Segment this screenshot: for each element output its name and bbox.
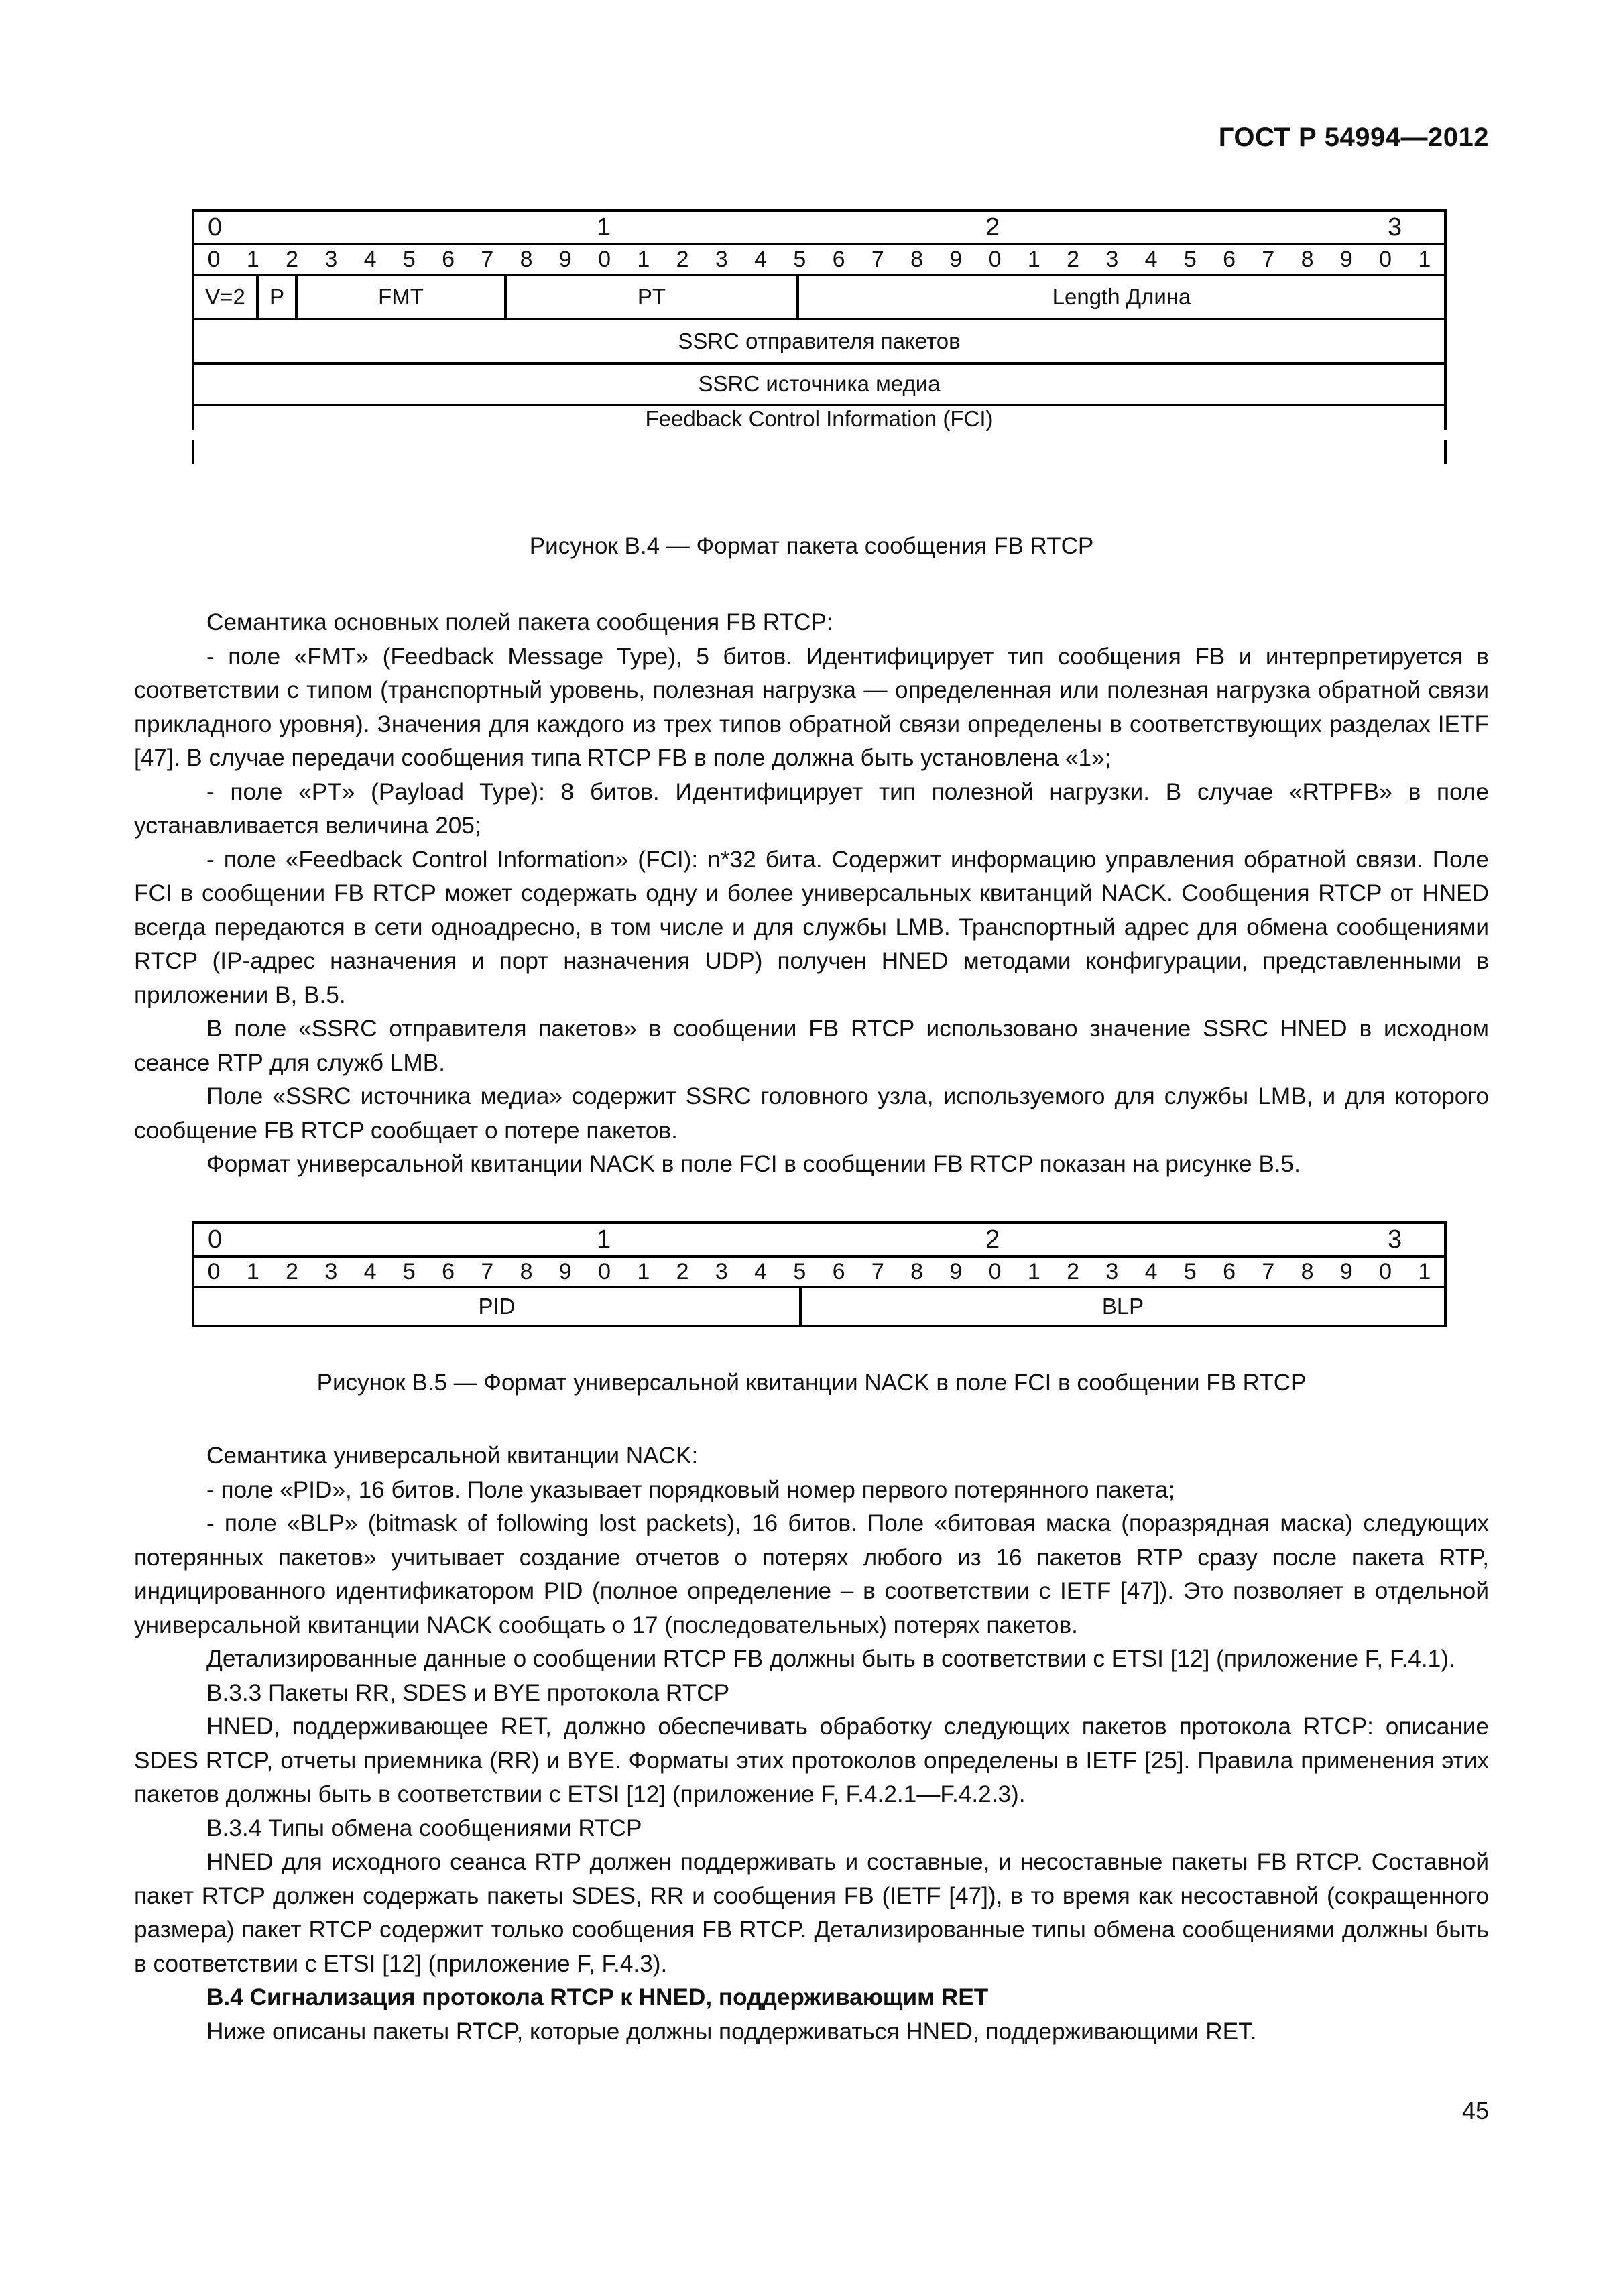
bit-index: 7 [1262,247,1275,272]
bit-index: 6 [1223,1259,1236,1284]
paragraph: Поле «SSRC источника медиа» содержит SSRC головного узла, используемого для службы LMB, и для которого сообщение FB RTCP сообщает о потере пакетов. [134,1083,1489,1144]
bit-index: 2 [676,247,689,272]
fci-row [192,406,1447,471]
bit-index: 5 [793,1259,806,1284]
figure-b4-caption: Рисунок В.4 — Формат пакета сообщения FB RTCP [529,533,1094,559]
paragraph: HNED для исходного сеанса RTP должен поддерживать и составные, и несоставные пакеты FB RTCP. Составной пакет RTCP должен содержать пакеты SDES, RR и сообщения FB (IETF [47]), в то время как несоставной (сокращенного размера) пакет RTCP содержит только сообщения FB RTCP. Детализированные типы обмена сообщениями должны быть в соответствии с ETSI [12] (приложение F, F.4.3). [134,1849,1489,1977]
field-version: V=2 [205,284,245,309]
field-padding: P [256,276,295,318]
bit-index: 1 [246,1259,259,1284]
ssrc-sender-row [192,318,1447,362]
bit-index: 2 [676,1259,689,1284]
bit-index: 2 [1067,1259,1080,1284]
octet-row [192,1221,1447,1255]
octet-label: 1 [597,213,611,241]
bit-index: 3 [324,247,338,272]
bit-index: 9 [1339,247,1353,272]
octet-row [192,209,1447,243]
bit-index: 1 [1418,1259,1431,1284]
bit-index-row [192,1255,1447,1286]
bit-index: 3 [715,247,728,272]
paragraph: В поле «SSRC отправителя пакетов» в сообщении FB RTCP использовано значение SSRC HNED в исходном сеансе RTP для служб LMB. [134,1016,1489,1076]
section-text-1 [134,606,1489,1182]
bit-index: 8 [1301,247,1314,272]
bit-index: 4 [363,247,377,272]
bit-index: 9 [949,1259,963,1284]
bit-index: 1 [1027,247,1040,272]
field-fmt: FMT [295,276,504,318]
paragraph: - поле «PID», 16 битов. Поле указывает порядковый номер первого потерянного пакета; [206,1476,1175,1503]
bit-index: 9 [1339,1259,1353,1284]
paragraph: - поле «Feedback Control Information» (FCI): n*32 бита. Содержит информацию управления обратной связи. Поле FCI в сообщении FB RTCP может содержать одну и более универсальных квитанций NACK. Сообщения RTCP от HNED всегда передаются в сети одноадресно, в том числе и для службы LMB. Транспортный адрес для обмена сообщениями RTCP (IP-адрес назначения и порт назначения UDP) получен HNED методами конфигурации, представленными в приложении В, В.5. [134,846,1489,1008]
bit-index: 0 [207,247,221,272]
bit-index: 0 [598,247,611,272]
bit-index: 0 [1379,1259,1392,1284]
bit-index: 3 [324,1259,338,1284]
bit-index: 7 [871,1259,884,1284]
field-pid: PID [478,1294,516,1319]
bit-index: 5 [1183,247,1197,272]
figure-b4-packet-diagram [192,209,1447,471]
page-number: 45 [1461,2097,1489,2124]
bit-index: 6 [1223,247,1236,272]
bit-index: 8 [910,247,924,272]
paragraph: Детализированные данные о сообщении RTCP FB должны быть в соответствии с ETSI [12] (приложение F, F.4.1). [206,1646,1455,1672]
bit-index: 4 [754,1259,768,1284]
bit-index: 8 [1301,1259,1314,1284]
header-fields-row [192,274,1447,318]
bit-index: 0 [1379,247,1392,272]
bit-index: 2 [286,247,299,272]
paragraph: - поле «BLP» (bitmask of following lost packets), 16 битов. Поле «битовая маска (поразрядная маска) следующих потерянных пакетов» учитывает создание отчетов о потерях любого из 16 пакетов RTP сразу после пакета RTP, индицированного идентификатором PID (полное определение – в соответствии с IETF [47]). Это позволяет в отдельной универсальной квитанции NACK сообщать о 17 (последовательных) потерях пакетов. [134,1510,1489,1638]
bit-index: 1 [1027,1259,1040,1284]
paragraph: - поле «PT» (Payload Type): 8 битов. Идентифицирует тип полезной нагрузки. В случае «RTPFB» в поле устанавливается величина 205; [134,778,1489,839]
bit-index: 8 [520,247,533,272]
paragraph: Ниже описаны пакеты RTCP, которые должны поддерживаться HNED, поддерживающими RET. [206,2018,1257,2045]
section-heading: В.4 Сигнализация протокола RTCP к HNED, поддерживающим RET [206,1984,989,2010]
bit-index: 8 [910,1259,924,1284]
paragraph: HNED, поддерживающее RET, должно обеспечивать обработку следующих пакетов протокола RTCP: описание SDES RTCP, отчеты приемника (RR) и BYE. Форматы этих протоколов определены в IETF [25]. Правила применения этих пакетов должны быть в соответствии с ETSI [12] (приложение F, F.4.2.1—F.4.2.3). [134,1713,1489,1807]
octet-label: 1 [597,1225,611,1254]
bit-index: 5 [402,1259,416,1284]
bit-index: 4 [754,247,768,272]
figure-b5-packet-diagram [192,1221,1447,1327]
bit-index: 0 [598,1259,611,1284]
bit-index: 5 [402,247,416,272]
bit-index: 3 [1105,1259,1119,1284]
field-length: Length Длина [796,276,1444,318]
section-text-2 [134,1439,1489,2049]
octet-label: 3 [1388,1225,1402,1254]
bit-index: 1 [637,1259,650,1284]
bit-index: 6 [832,247,845,272]
paragraph: Семантика универсальной квитанции NACK: [206,1443,699,1469]
bit-index: 0 [988,1259,1002,1284]
field-ssrc-media: SSRC источника медиа [698,371,941,396]
bit-index: 7 [481,247,494,272]
bit-index: 7 [481,1259,494,1284]
bit-index: 9 [558,247,572,272]
bit-index: 7 [1262,1259,1275,1284]
bit-index: 1 [246,247,259,272]
field-fci: Feedback Control Information (FCI) [645,406,994,431]
bit-index: 6 [832,1259,845,1284]
bit-index: 7 [871,247,884,272]
bit-index: 0 [207,1259,221,1284]
bit-index: 4 [363,1259,377,1284]
paragraph: - поле «FMT» (Feedback Message Type), 5 битов. Идентифицирует тип сообщения FB и интерпретируется в соответствии с типом (транспортный уровень, полезная нагрузка — определенная или полезная нагрузка обратной связи прикладного уровня). Значения для каждого из трех типов обратной связи определены в соответствующих разделах IETF [47]. В случае передачи сообщения типа RTCP FB в поле должна быть установлена «1»; [134,643,1489,771]
paragraph: Семантика основных полей пакета сообщения FB RTCP: [206,609,833,636]
subsection-heading: В.3.4 Типы обмена сообщениями RTCP [206,1815,642,1841]
bit-index: 1 [1418,247,1431,272]
field-ssrc-sender: SSRC отправителя пакетов [678,328,961,353]
figure-b5-caption: Рисунок В.5 — Формат универсальной квитанции NACK в поле FCI в сообщении FB RTCP [316,1370,1307,1396]
bit-index: 6 [442,247,455,272]
bit-index: 2 [1067,247,1080,272]
bit-index: 5 [1183,1259,1197,1284]
paragraph: Формат универсальной квитанции NACK в поле FCI в сообщении FB RTCP показан на рисунке В.5. [206,1151,1301,1177]
ssrc-media-row [192,362,1447,406]
bit-index: 4 [1144,1259,1158,1284]
document-header: ГОСТ Р 54994—2012 [1218,123,1489,152]
field-blp: BLP [799,1288,1444,1325]
bit-index: 9 [949,247,963,272]
bit-index: 2 [286,1259,299,1284]
field-pt: PT [504,276,796,318]
octet-label: 2 [985,213,1000,241]
bit-index: 6 [442,1259,455,1284]
octet-label: 2 [985,1225,1000,1254]
bit-index-row [192,243,1447,274]
octet-label: 3 [1388,213,1402,241]
bit-index: 4 [1144,247,1158,272]
bit-index: 8 [520,1259,533,1284]
bit-index: 0 [988,247,1002,272]
octet-label: 0 [208,213,223,241]
bit-index: 3 [1105,247,1119,272]
bit-index: 3 [715,1259,728,1284]
bit-index: 5 [793,247,806,272]
octet-label: 0 [208,1225,223,1254]
bit-index: 9 [558,1259,572,1284]
bit-index: 1 [637,247,650,272]
nack-fields-row [192,1286,1447,1327]
subsection-heading: В.3.3 Пакеты RR, SDES и BYE протокола RTCP [206,1679,730,1706]
